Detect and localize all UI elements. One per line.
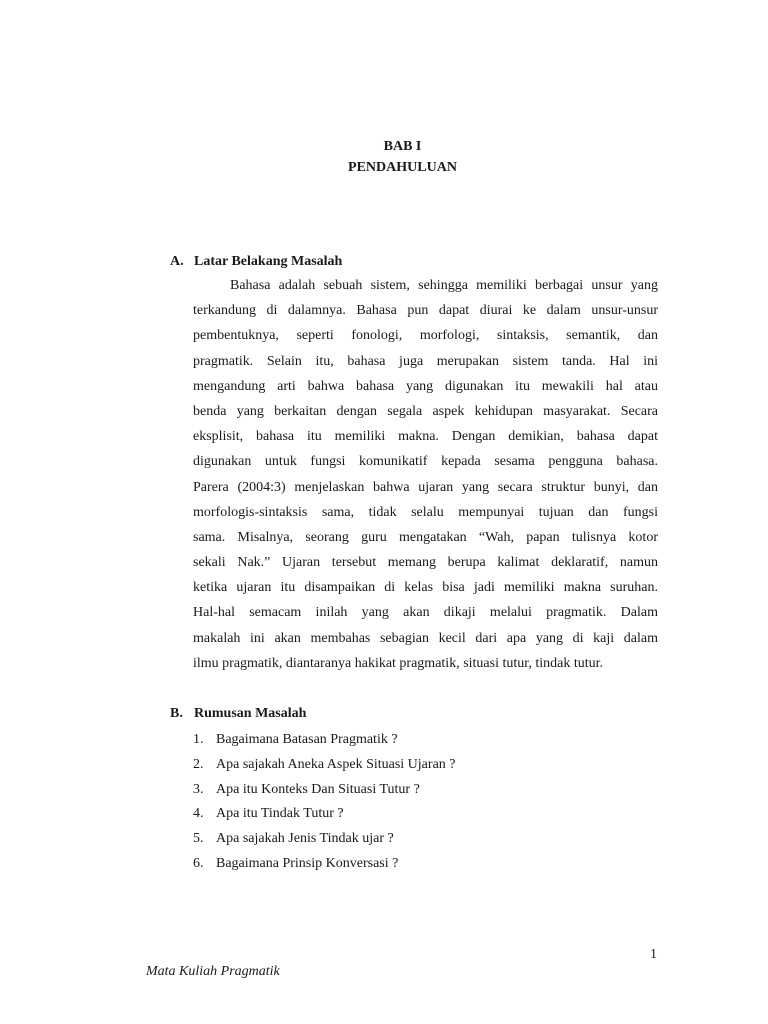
paragraph-line: Parera (2004:3) menjelaskan bahwa ujaran yang secara struktur bunyi, dan [193, 479, 658, 495]
list-item [193, 802, 456, 827]
footer-course-name: Mata Kuliah Pragmatik [146, 964, 280, 979]
chapter-title: PENDAHULUAN [348, 160, 457, 175]
list-number: 6. [193, 855, 204, 871]
list-text: Apa itu Tindak Tutur ? [216, 806, 344, 822]
list-text: Bagaimana Batasan Pragmatik ? [216, 732, 398, 747]
paragraph-line: digunakan untuk fungsi komunikatif kepada sesama pengguna bahasa. [193, 454, 658, 470]
problem-list [193, 728, 456, 877]
chapter-heading [0, 136, 768, 178]
list-number: 3. [193, 781, 204, 797]
paragraph-line: makalah ini akan membahas sebagian kecil dari apa yang di kaji dalam [193, 630, 658, 646]
list-item [193, 852, 456, 877]
paragraph-line: eksplisit, bahasa itu memiliki makna. Dengan demikian, bahasa dapat [193, 429, 658, 445]
paragraph-line: ketika ujaran itu disampaikan di kelas bisa jadi memiliki makna suruhan. [193, 580, 658, 596]
section-letter: B. [170, 706, 183, 721]
list-item [193, 728, 456, 753]
background-paragraph [193, 273, 658, 676]
chapter-number: BAB I [383, 139, 422, 154]
list-text: Apa sajakah Jenis Tindak ujar ? [216, 831, 394, 847]
list-text: Bagaimana Prinsip Konversasi ? [216, 855, 399, 871]
list-item [193, 778, 456, 803]
list-number: 1. [193, 732, 204, 747]
list-text: Apa sajakah Aneka Aspek Situasi Ujaran ? [216, 756, 456, 772]
list-number: 4. [193, 806, 204, 822]
paragraph-line: mengandung arti bahwa bahasa yang digunakan itu mewakili hal atau [193, 378, 658, 394]
paragraph-line: pembentuknya, seperti fonologi, morfologi, sintaksis, semantik, dan [193, 328, 658, 344]
paragraph-line: Hal-hal semacam inilah yang akan dikaji melalui pragmatik. Dalam [193, 605, 658, 621]
paragraph-line: ilmu pragmatik, diantaranya hakikat pragmatik, situasi tutur, tindak tutur. [193, 655, 604, 671]
list-text: Apa itu Konteks Dan Situasi Tutur ? [216, 781, 420, 797]
paragraph-line: benda yang berkaitan dengan segala aspek kehidupan masyarakat. Secara [193, 403, 658, 419]
paragraph-line: morfologis-sintaksis sama, tidak selalu mempunyai tujuan dan fungsi [193, 504, 658, 520]
list-item [193, 753, 456, 778]
section-title: Latar Belakang Masalah [194, 254, 343, 269]
paragraph-line: terkandung di dalamnya. Bahasa pun dapat diurai ke dalam unsur-unsur [193, 303, 658, 319]
section-heading-b [170, 704, 306, 724]
paragraph-line: Bahasa adalah sebuah sistem, sehingga memiliki berbagai unsur yang [230, 278, 658, 293]
section-letter: A. [170, 254, 184, 269]
page-number: 1 [650, 947, 657, 962]
list-number: 5. [193, 831, 204, 847]
section-title: Rumusan Masalah [194, 706, 307, 721]
section-heading-a [170, 252, 342, 272]
list-item [193, 827, 456, 852]
paragraph-line: pragmatik. Selain itu, bahasa juga merupakan sistem tanda. Hal ini [193, 353, 658, 369]
paragraph-line: sama. Misalnya, seorang guru mengatakan “Wah, papan tulisnya kotor [193, 529, 658, 545]
list-number: 2. [193, 756, 204, 772]
paragraph-line: sekali Nak.” Ujaran tersebut memang berupa kalimat deklaratif, namun [193, 555, 658, 571]
